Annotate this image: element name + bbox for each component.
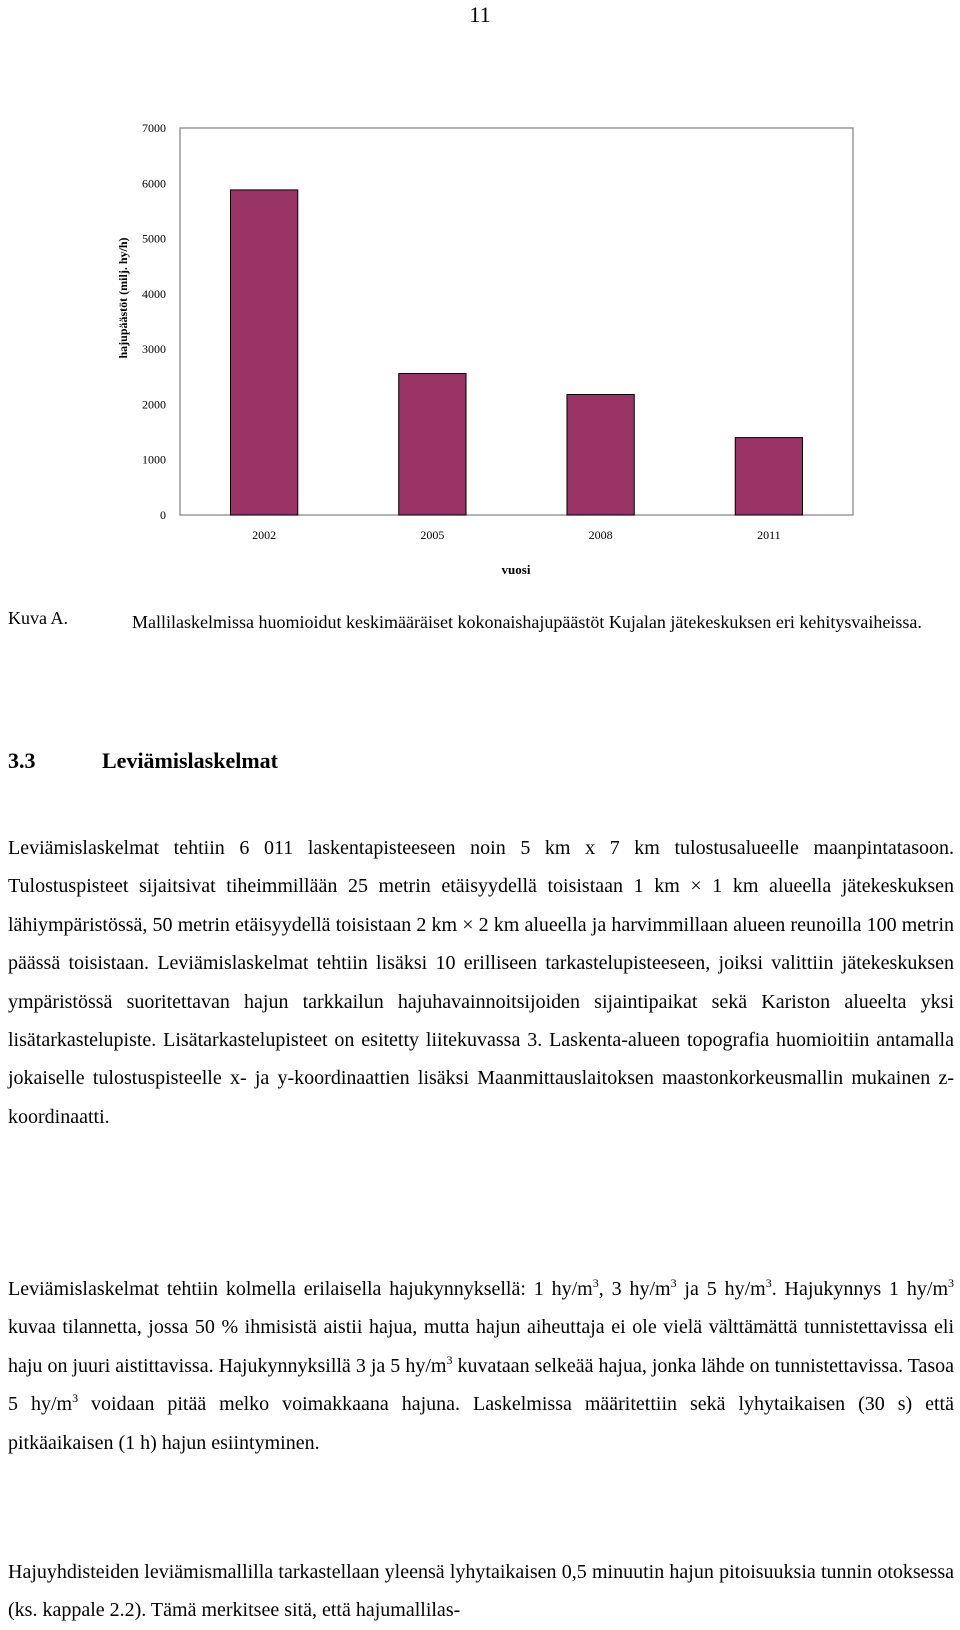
y-tick-label: 7000 xyxy=(142,121,166,135)
y-axis xyxy=(142,121,166,522)
y-tick-label: 3000 xyxy=(142,342,166,357)
y-tick-label: 4000 xyxy=(142,286,166,301)
x-tick-label: 2005 xyxy=(420,528,445,542)
superscript: 3 xyxy=(765,1276,772,1290)
y-axis-label: hajupäästöt (milj. hy/h) xyxy=(116,237,130,359)
paragraph-2 xyxy=(8,1270,954,1462)
paragraph-2-text: voidaan pitää melko voimakkaana hajuna. Laskelmissa määritettiin sekä lyhytaikaisen (30 s) että pitkäaikaisen (1 h) hajun esiintyminen. xyxy=(8,1393,954,1454)
paragraph-2-text: . Hajukynnys 1 hy/m xyxy=(771,1278,949,1300)
figure-caption-text: Mallilaskelmissa huomioidut keskimääräiset kokonaishajupäästöt Kujalan jätekeskuksen eri kehitysvaiheissa. xyxy=(132,612,922,632)
superscript: 3 xyxy=(948,1276,955,1290)
paragraph-2-text: , 3 hy/m xyxy=(598,1278,671,1300)
bar-2002 xyxy=(230,190,297,515)
section-heading xyxy=(8,748,278,774)
y-tick-label: 1000 xyxy=(142,452,166,467)
superscript: 3 xyxy=(592,1276,599,1290)
x-axis xyxy=(252,528,781,542)
y-tick-label: 5000 xyxy=(142,231,166,246)
paragraph-2-text: Leviämislaskelmat tehtiin kolmella erilaisella hajukynnyksellä: 1 hy/m xyxy=(8,1278,593,1300)
bar-2005 xyxy=(399,373,466,515)
y-tick-label: 6000 xyxy=(142,176,166,191)
figure-caption-label: Kuva A. xyxy=(8,608,68,628)
x-tick-label: 2011 xyxy=(757,528,781,542)
y-tick-label: 0 xyxy=(160,508,166,522)
paragraph-2-text: ja 5 hy/m xyxy=(676,1278,766,1300)
paragraph-2-text: kuvaa tilannetta, jossa 50 % ihmisistä aistii hajua, mutta hajun aiheuttaja ei ole vielä välttämättä tunnistettavissa eli haju on juuri aistittavissa. Hajukynnyksillä 3 ja 5 hy/m xyxy=(8,1316,954,1377)
y-tick-label: 2000 xyxy=(142,397,166,412)
x-axis-label: vuosi xyxy=(501,562,531,577)
bar-2011 xyxy=(735,438,802,515)
x-tick-label: 2008 xyxy=(588,528,613,542)
bar-chart xyxy=(0,0,960,590)
paragraph-2-text: kuvataan selkeää hajua, jonka lähde on tunnistettavissa. Tasoa 5 hy/m xyxy=(8,1354,954,1416)
superscript: 3 xyxy=(72,1391,79,1406)
page-number: 11 xyxy=(469,2,491,27)
superscript: 3 xyxy=(446,1352,453,1367)
x-tick-label: 2002 xyxy=(252,528,277,542)
superscript: 3 xyxy=(670,1276,677,1290)
section-title: Leviämislaskelmat xyxy=(102,748,278,773)
bar-2008 xyxy=(567,394,634,515)
section-number: 3.3 xyxy=(8,748,36,773)
paragraph-1: Leviämislaskelmat tehtiin 6 011 laskentapisteeseen noin 5 km x 7 km tulostusalueelle maanpintatasoon. Tulostuspisteet sijaitsivat tiheimmillään 25 metrin etäisyydellä toisistaan 1 km × 1 km alueella jätekeskuksen lähiympäristössä, 50 metrin etäisyydellä toisistaan 2 km × 2 km alueella ja harvimmillaan alueen reunoilla 100 metrin päässä toisistaan. Leviämislaskelmat tehtiin lisäksi 10 erilliseen tarkastelupisteeseen, joiksi valittiin jätekeskuksen ympäristössä suoritettavan hajun tarkkailun hajuhavainnoitsijoiden sijaintipaikat sekä Kariston alueelta yksi lisätarkastelupiste. Lisätarkastelupisteet on esitetty liitekuvassa 3. Laskenta-alueen topografia huomioitiin antamalla jokaiselle tulostuspisteelle x- ja y-koordinaattien lisäksi Maanmittauslaitoksen maastonkorkeusmallin mukainen z-koordinaatti. xyxy=(8,837,954,1128)
paragraph-3: Hajuyhdisteiden leviämismallilla tarkastellaan yleensä lyhytaikaisen 0,5 minuutin hajun pitoisuuksia tunnin otoksessa (ks. kappale 2.2). Tämä merkitsee sitä, että hajumallilas- xyxy=(8,1561,954,1622)
